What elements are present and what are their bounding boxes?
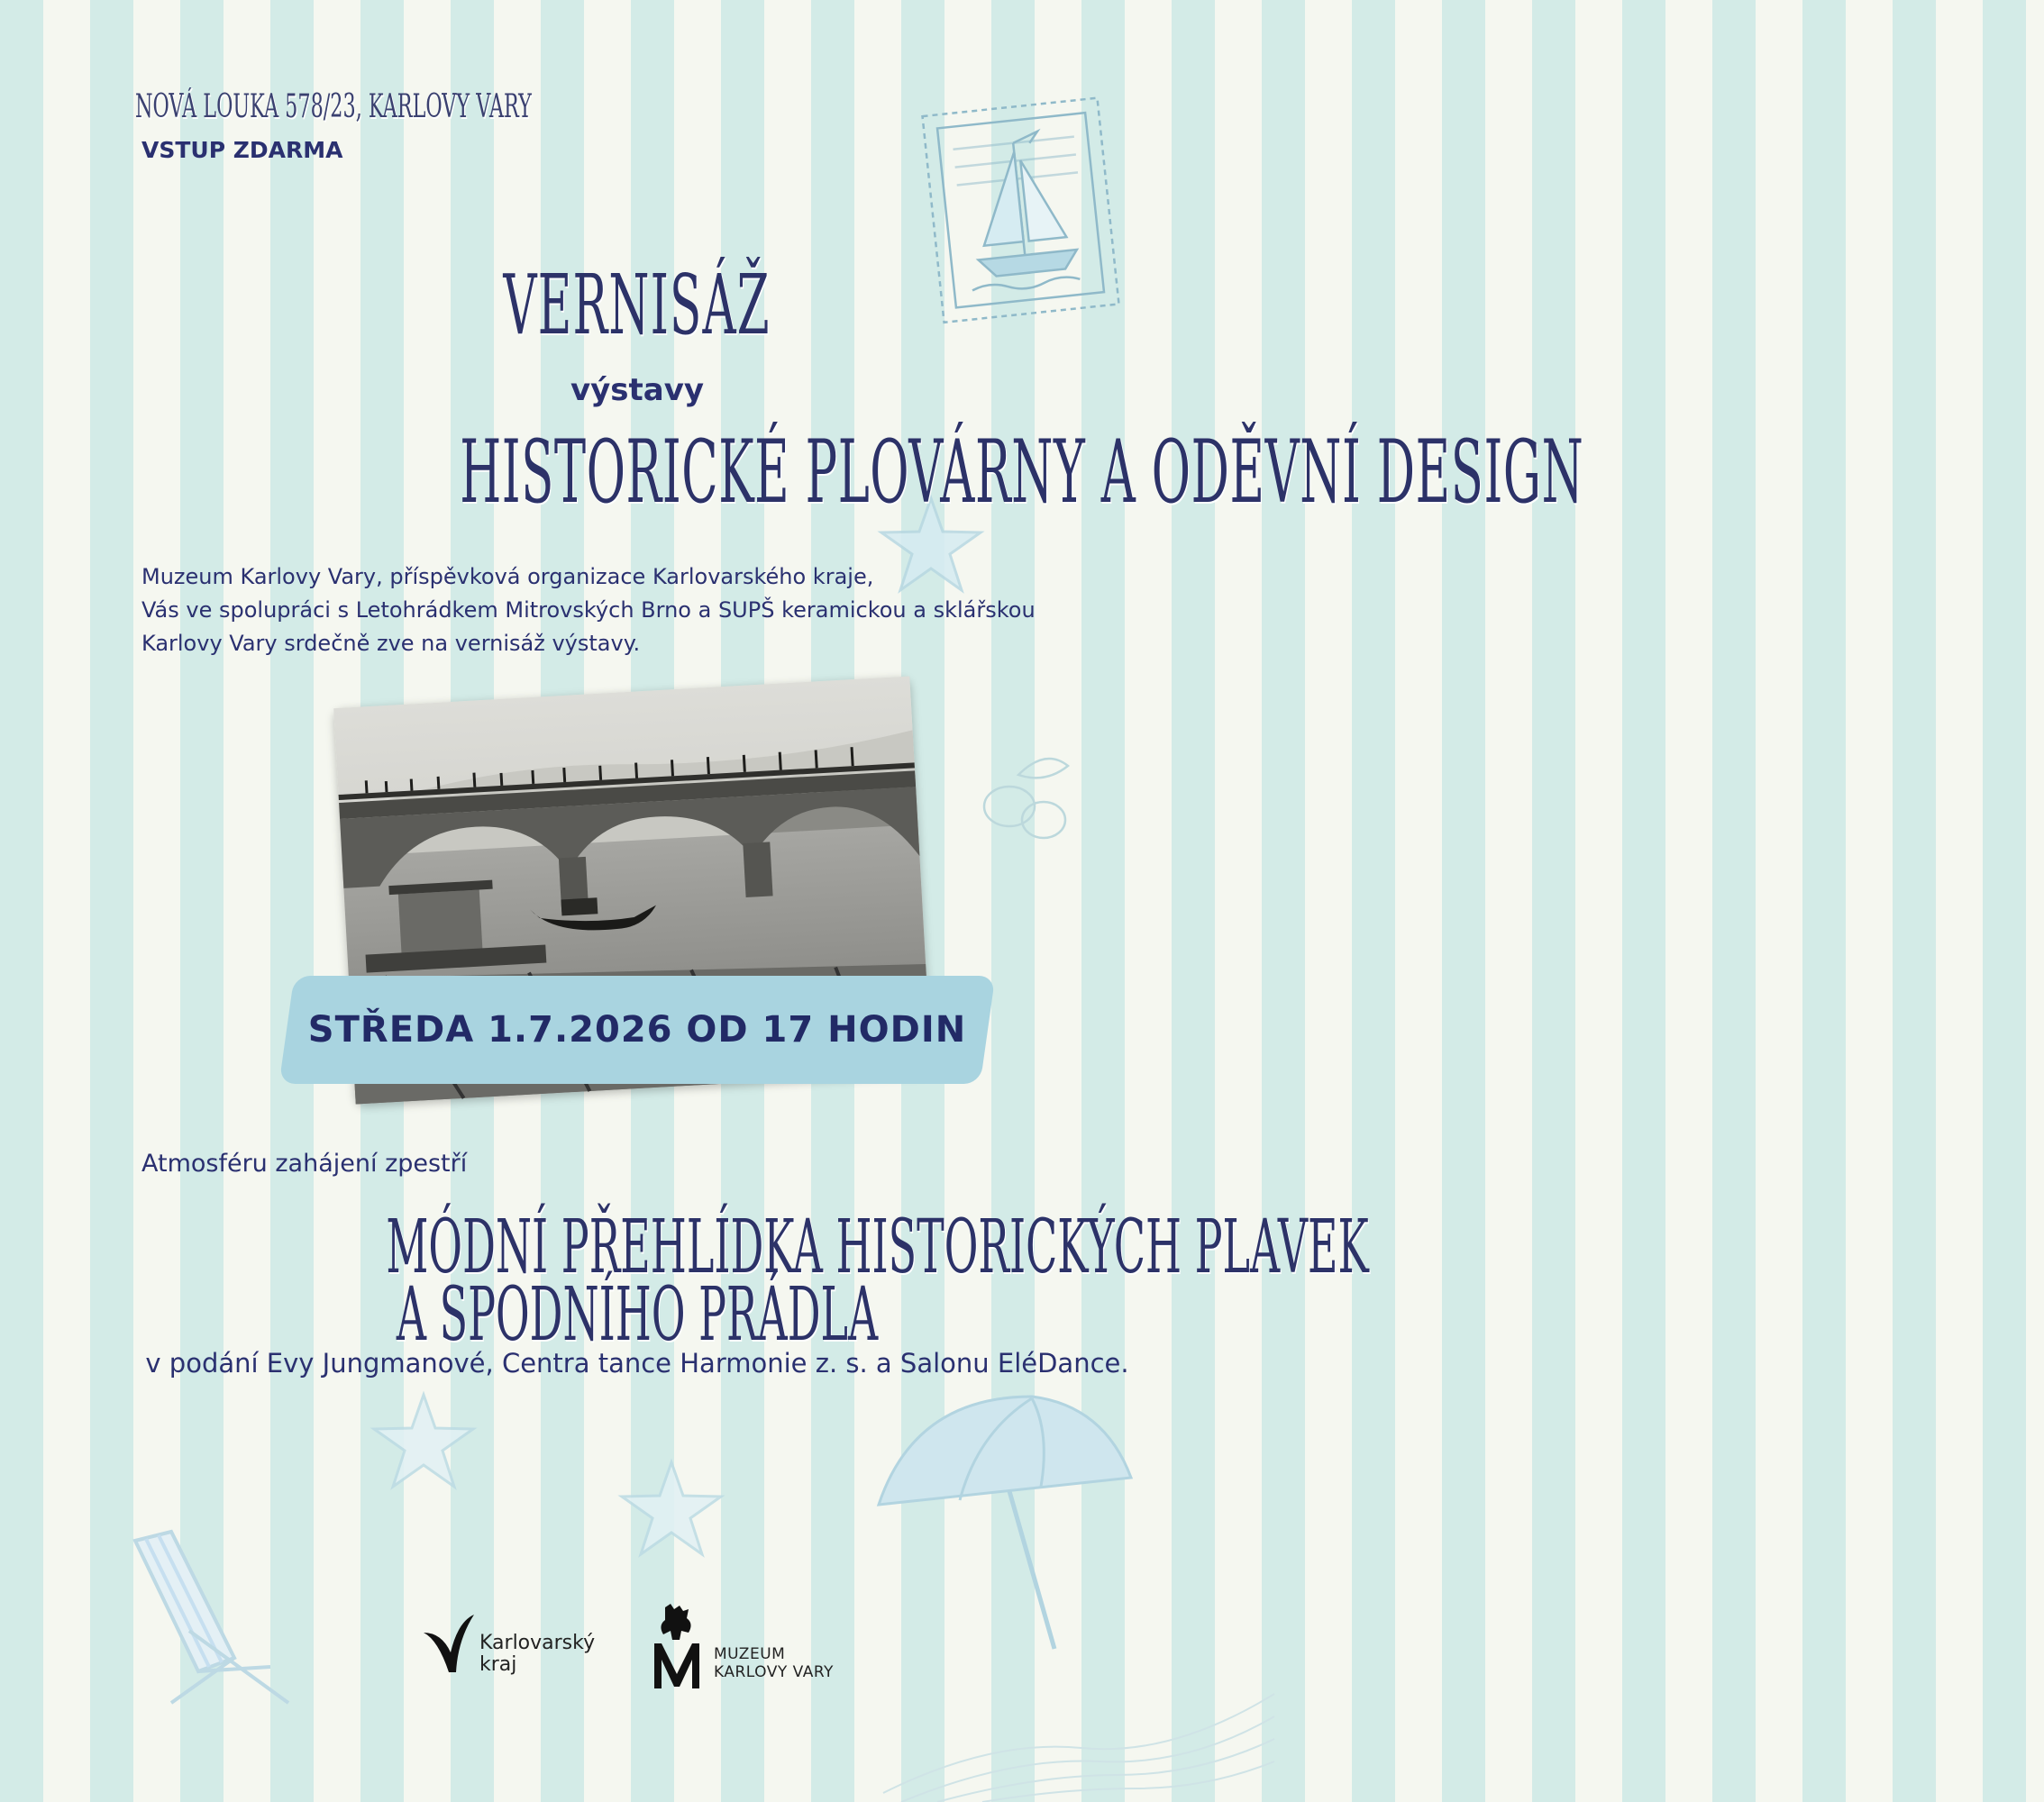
fashion-show-title-line2 xyxy=(0,1272,1274,1358)
event-date-time: STŘEDA 1.7.2026 OD 17 HODIN xyxy=(307,1009,967,1051)
kraj-logo-line1: Karlovarský xyxy=(479,1632,596,1654)
wave-lines-icon xyxy=(883,1559,1274,1802)
lemon-leaf-icon xyxy=(964,739,1081,856)
exhibition-title-text: HISTORICKÉ PLOVÁRNY A ODĚVNÍ DESIGN xyxy=(460,422,1584,523)
museum-lion-m-icon xyxy=(649,1604,705,1690)
kraj-logo-mark-icon xyxy=(422,1613,478,1676)
performers-text: v podání Evy Jungmanové, Centra tance Harmonie z. s. a Salonu EléDance. xyxy=(145,1348,1129,1379)
program-intro: Atmosféru zahájení zpestří xyxy=(141,1150,468,1178)
starfish-icon xyxy=(613,1455,730,1563)
museum-logo-line1: MUZEUM xyxy=(714,1645,786,1663)
invitation-line: Karlovy Vary srdečně zve na vernisáž výstavy. xyxy=(141,631,641,656)
starfish-icon xyxy=(365,1388,482,1496)
invitation-text xyxy=(141,560,1036,660)
venue-address: NOVÁ LOUKA 578/23, KARLOVY VARY xyxy=(135,88,532,125)
karlovarsky-kraj-logo xyxy=(422,1613,595,1676)
headline-subtitle: výstavy xyxy=(570,372,705,408)
kraj-logo-line2: kraj xyxy=(479,1653,517,1676)
vernisaz-text: VERNISÁŽ xyxy=(503,257,771,353)
deck-chair-icon xyxy=(126,1523,315,1712)
invitation-line: Muzeum Karlovy Vary, příspěvková organizace Karlovarského kraje, xyxy=(141,564,874,589)
museum-karlovy-vary-logo xyxy=(649,1604,834,1690)
fashion-show-line2-text: A SPODNÍHO PRÁDLA xyxy=(396,1272,879,1358)
fashion-show-line1-text: MÓDNÍ PŘEHLÍDKA HISTORICKÝCH PLAVEK xyxy=(386,1205,1369,1290)
exhibition-title xyxy=(0,422,1584,523)
invitation-line: Vás ve spolupráci s Letohrádkem Mitrovských Brno a SUPŠ keramickou a sklářskou xyxy=(141,597,1036,623)
free-entry-label: VSTUP ZDARMA xyxy=(141,137,343,163)
museum-logo-line2: KARLOVY VARY xyxy=(714,1663,834,1681)
headline-vernisaz xyxy=(0,257,1274,353)
